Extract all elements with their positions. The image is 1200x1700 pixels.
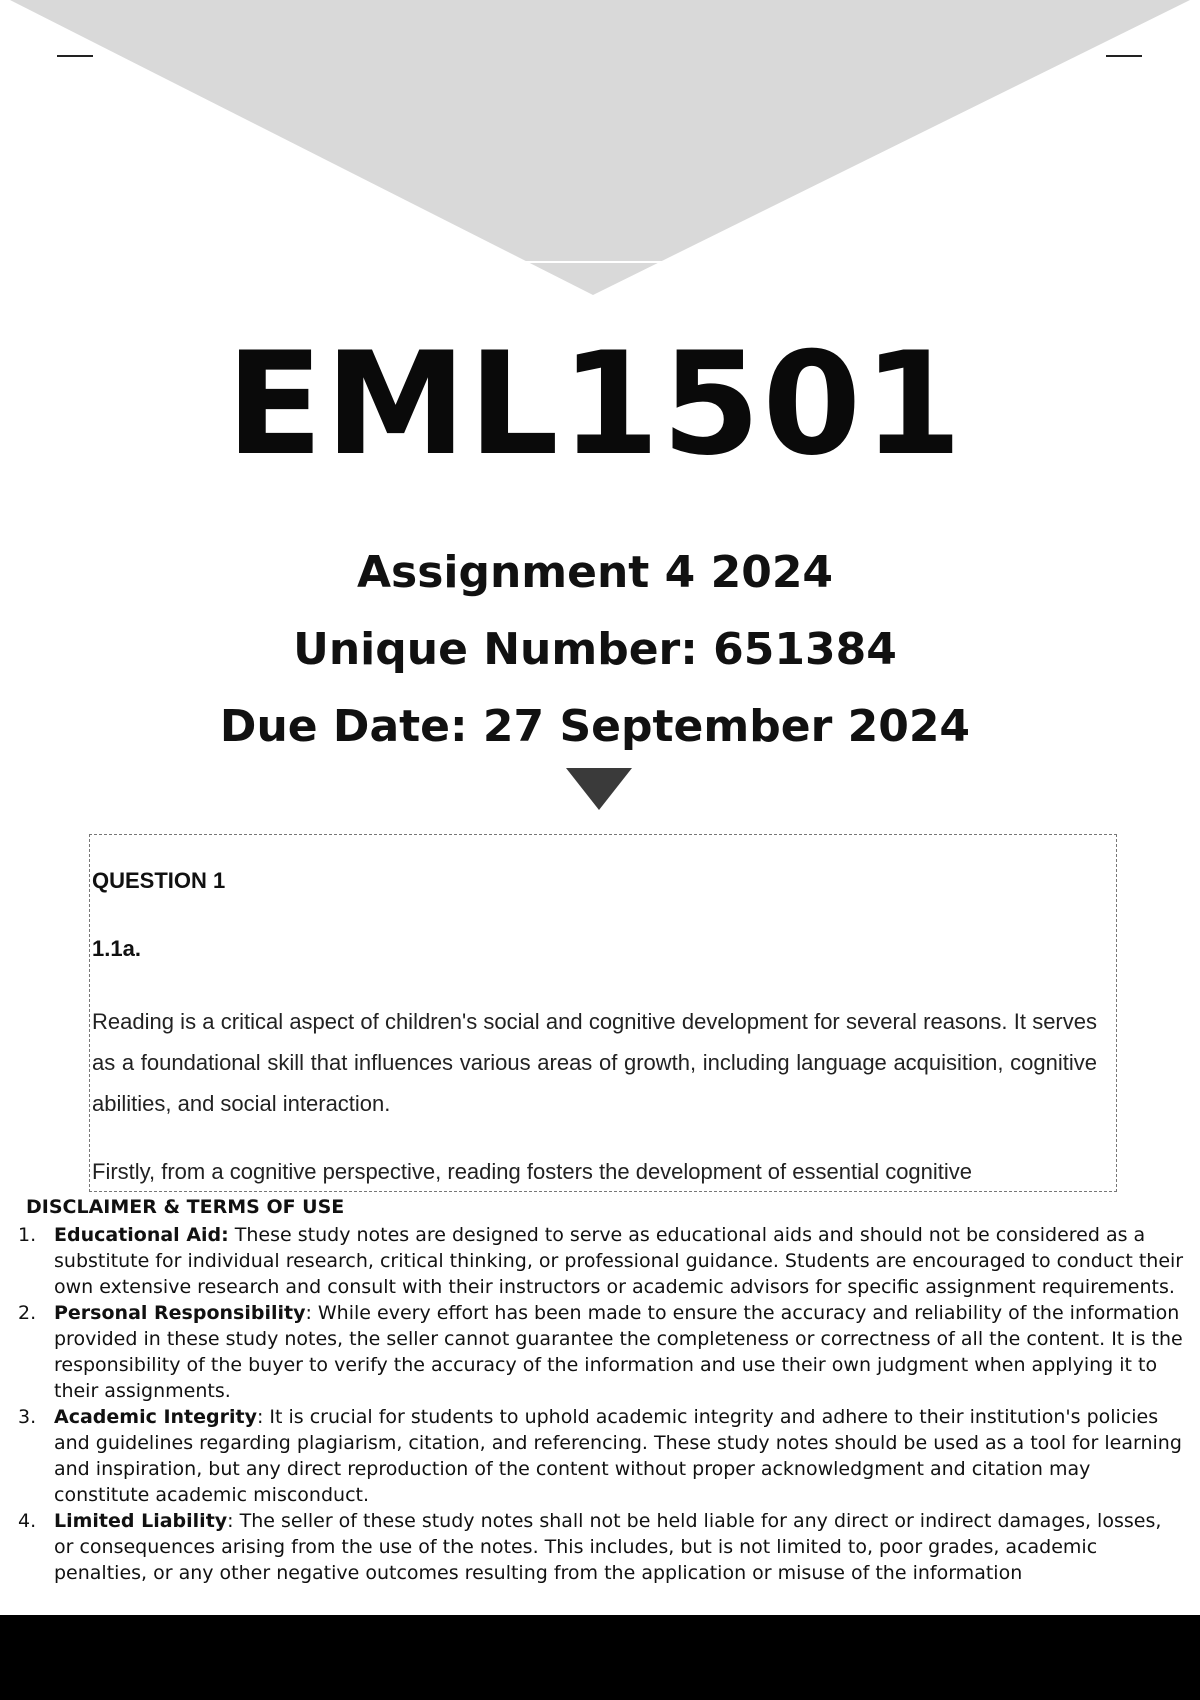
excerpt-content xyxy=(92,835,1102,1184)
question-heading: QUESTION 1 xyxy=(92,868,226,893)
disclaimer-list xyxy=(18,1222,1188,1586)
corner-rule-right xyxy=(1106,55,1142,57)
excerpt-paragraph-cut-off: Firstly, from a cognitive perspective, reading fosters the development of essential cognitive xyxy=(92,1159,973,1184)
sub-question-heading: 1.1a. xyxy=(92,936,141,961)
chevron-shape xyxy=(10,0,1190,295)
disclaimer-item xyxy=(18,1222,1188,1300)
disclaimer-item-lead: Personal Responsibility xyxy=(54,1302,306,1324)
disclaimer-item-body xyxy=(54,1508,1188,1586)
disclaimer-item-number: 4. xyxy=(18,1510,37,1532)
disclaimer-item-text: : It is crucial for students to uphold academic integrity and adhere to their institution's policies and guidelines regarding plagiarism, citation, and referencing. These study notes should be used as a tool for learning and inspiration, but any direct reproduction of the content without proper acknowledgment and citation may constitute academic misconduct. xyxy=(54,1406,1182,1506)
disclaimer-item-number: 1. xyxy=(18,1224,37,1246)
bottom-black-bar xyxy=(0,1615,1200,1700)
disclaimer-item-body xyxy=(54,1222,1188,1300)
document-excerpt-preview xyxy=(89,834,1117,1192)
disclaimer-item-number: 3. xyxy=(18,1406,37,1428)
disclaimer-title: DISCLAIMER & TERMS OF USE xyxy=(26,1196,345,1218)
disclaimer-section xyxy=(18,1194,1188,1586)
disclaimer-item-lead: Limited Liability xyxy=(54,1510,228,1532)
cover-chevron-graphic xyxy=(0,0,1200,300)
course-code-title: EML1501 xyxy=(225,322,964,487)
disclaimer-item-number: 2. xyxy=(18,1302,37,1324)
disclaimer-item-text: These study notes are designed to serve as educational aids and should not be considered as a substitute for individual research, critical thinking, or professional guidance. Students are encouraged to conduct their own extensive research and consult with their instructors or academic advisors for specific assignment requirements. xyxy=(54,1224,1184,1298)
excerpt-paragraph: Reading is a critical aspect of children's social and cognitive development for several reasons. It serves as a foundational skill that influences various areas of growth, including language acquisition, cognitive abilities, and social interaction. xyxy=(92,1009,1097,1116)
corner-rule-left xyxy=(57,55,93,57)
disclaimer-item-body xyxy=(54,1300,1188,1404)
unique-number-label: Unique Number: 651384 xyxy=(293,624,897,675)
disclaimer-item xyxy=(18,1508,1188,1586)
disclaimer-item-text: : While every effort has been made to ensure the accuracy and reliability of the information provided in these study notes, the seller cannot guarantee the completeness or correctness of all the content. It is the responsibility of the buyer to verify the accuracy of the information and use their own judgment when applying it to their assignments. xyxy=(54,1302,1183,1402)
disclaimer-item-body xyxy=(54,1404,1188,1508)
disclaimer-item-lead: Academic Integrity xyxy=(54,1406,257,1428)
due-date-label: Due Date: 27 September 2024 xyxy=(219,701,971,752)
down-triangle-icon xyxy=(566,768,632,810)
assignment-label: Assignment 4 2024 xyxy=(356,547,834,598)
disclaimer-item-lead: Educational Aid: xyxy=(54,1224,229,1246)
disclaimer-item xyxy=(18,1300,1188,1404)
disclaimer-item xyxy=(18,1404,1188,1508)
disclaimer-item-text: : The seller of these study notes shall not be held liable for any direct or indirect damages, losses, or consequences arising from the use of the notes. This includes, but is not limited to, poor grades, academic penalties, or any other negative outcomes resulting from the application or misuse of the information xyxy=(54,1510,1162,1584)
